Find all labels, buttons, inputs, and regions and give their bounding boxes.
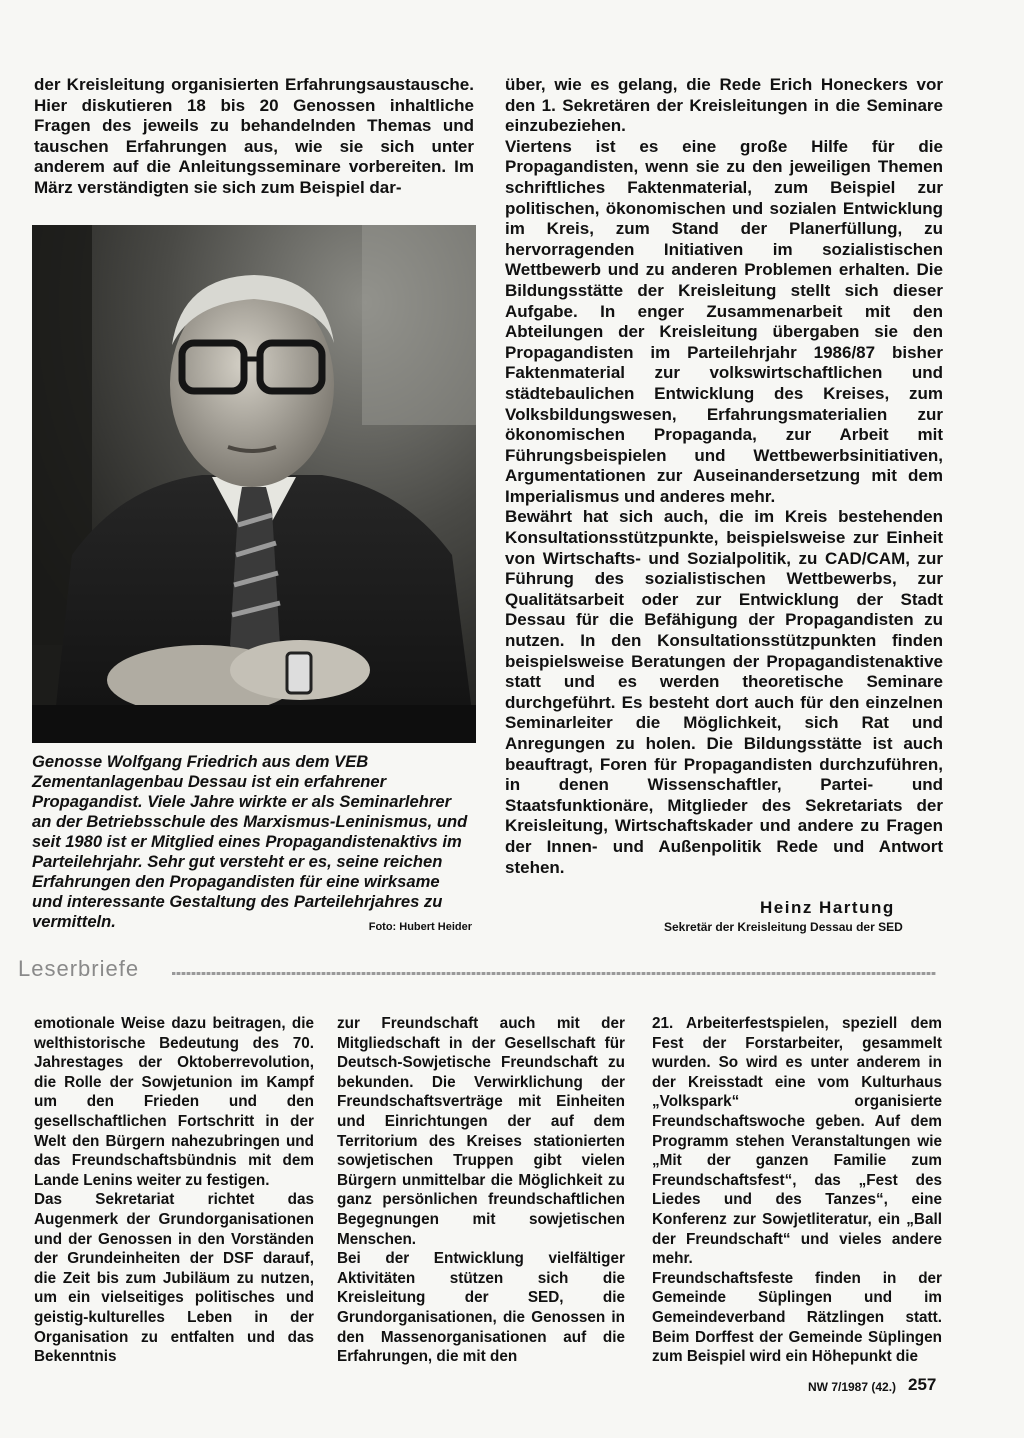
paragraph: Freundschaftsfeste finden in der Gemeinde Süplingen und im Gemeindeverband Rätzlingen statt. Beim Dorffest der Gemeinde Süplingen zum Beispiel wird ein Höhepunkt die [652, 1269, 942, 1366]
portrait-photo [32, 225, 476, 743]
paragraph: 21. Arbeiterfestspielen, speziell dem Fest der Forstarbeiter, gesammelt wurden. So wird es unter anderem in der Kreisstadt eine vom Kulturhaus „Volkspark“ organisierte Freundschaftswoche geben. Auf dem Programm stehen Veranstaltungen wie „Mit der ganzen Familie zum Freundschaftsfest“, das „Fest des Liedes und des Tanzes“, eine Konferenz zur Sowjetliteratur, ein „Ball der Freundschaft“ und vieles andere mehr. [652, 1015, 942, 1268]
paragraph: Viertens ist es eine große Hilfe für die Propagandisten, wenn sie zu den jeweiligen Themen schriftliches Faktenmaterial, zum Beispiel zur politischen, ökonomischen und sozialen Entwicklung im Kreis, zum Stand der Planerfüllung, zu hervorragenden Initiativen im sozialistischen Wettbewerb und zu anderen Problemen erhalten. Die Bildungsstätte der Kreisleitung stellt sich dieser Aufgabe. In enger Zusammenarbeit mit den Abteilungen der Kreisleitung übergaben sie den Propagandisten im Parteilehrjahr 1986/87 bisher Faktenmaterial zur volkswirtschaftlichen und städtebaulichen Entwicklung des Kreises, zum Volksbildungswesen, Erfahrungsmaterialien zur ökonomischen Propaganda, zur Arbeit mit Führungsbeispielen und Wettbewerbsinitiativen, Argumentationen zur Auseinandersetzung mit dem Imperialismus und anderes mehr. [505, 136, 943, 506]
letters-column-2 [337, 1014, 625, 1367]
photo-caption [32, 752, 472, 937]
author-name: Heinz Hartung [760, 898, 895, 917]
paragraph: über, wie es gelang, die Rede Erich Honeckers vor den 1. Sekretären der Kreisleitungen in die Seminare einzubeziehen. [505, 75, 943, 136]
section-title: Leserbriefe [18, 956, 140, 981]
letters-column-3 [652, 1014, 942, 1367]
paragraph: emotionale Weise dazu beitragen, die welthistorische Bedeutung des 70. Jahrestages der Oktoberrevolution, die Rolle der Sowjetunion im Kampf um den Frieden und den gesellschaftlichen Fortschritt in der Welt den Bürgern nahezubringen und das Freundschaftsbündnis mit dem Lande Lenins weiter zu festigen. [34, 1015, 314, 1189]
paragraph: Bei der Entwicklung vielfältiger Aktivitäten stützen sich die Kreisleitung der SED, die Grundorganisationen, die Genossen in den Massenorganisationen auf die Erfahrungen, die mit den [337, 1250, 625, 1366]
section-divider [172, 972, 936, 975]
page-number: 257 [908, 1375, 937, 1394]
photo-credit: Foto: Hubert Heider [368, 921, 472, 933]
top-right-column [505, 75, 943, 878]
author-role: Sekretär der Kreisleitung Dessau der SED [664, 920, 903, 934]
paragraph: Bewährt hat sich auch, die im Kreis bestehenden Konsultationsstützpunkte, beispielsweise zur Einheit von Wirtschafts- und Sozialpolitik, zu CAD/CAM, zur Führung des sozialistischen Wettbewerbs, zur Qualitätsarbeit oder zur Entwicklung der Stadt Dessau für die Befähigung der Propagandisten zu nutzen. In den Konsultationsstützpunkten finden beispielsweise Beratungen der Propagandistenaktive statt und es werden theoretische Seminare durchgeführt. Es besteht dort auch für den einzelnen Seminarleiter die Möglichkeit, sich Rat und Anregungen zu holen. Die Bildungsstätte ist auch beauftragt, Foren für Propagandisten durchzuführen, in denen Wissenschaftler, Partei- und Staatsfunktionäre, Mitglieder des Sekretariats der Kreisleitung, Wirtschaftskader und andere zu Fragen der Innen- und Außenpolitik Rede und Antwort stehen. [505, 507, 943, 877]
paragraph: der Kreisleitung organisierten Erfahrungsaustausche. Hier diskutieren 18 bis 20 Genossen inhaltliche Fragen des jeweils zu behandelnden Themas und tauschen Erfahrungen aus, wie sie sich unter anderem auf die Anleitungsseminare vorbereiten. Im März verständigten sie sich zum Beispiel dar- [34, 75, 474, 197]
caption-text: Genosse Wolfgang Friedrich aus dem VEB Zementanlagenbau Dessau ist ein erfahrener Propagandist. Viele Jahre wirkte er als Seminarlehrer an der Betriebsschule des Marxismus-Leninismus, und seit 1980 ist er Mitglied eines Propagandistenaktivs im Parteilehrjahr. Sehr gut versteht er es, seine reichen Erfahrungen den Propagandisten für eine wirksame und interessante Gestaltung des Parteilehrjahres zu vermitteln. [32, 752, 468, 931]
letters-column-1 [34, 1014, 314, 1367]
top-left-column [34, 75, 474, 199]
portrait-illustration [32, 225, 476, 743]
paragraph: zur Freundschaft auch mit der Mitgliedschaft in der Gesellschaft für Deutsch-Sowjetische Freundschaft zu bekunden. Die Verwirklichung der Freundschaftsverträge mit Einheiten und Einrichtungen der auf dem Territorium des Kreises stationierten sowjetischen Truppen gibt vielen Bürgern unmittelbar die Möglichkeit zu ganz persönlichen freundschaftlichen Begegnungen mit sowjetischen Menschen. [337, 1015, 625, 1248]
paragraph: Das Sekretariat richtet das Augenmerk der Grundorganisationen und der Genossen in den Vorständen der Grundeinheiten der DSF darauf, die Zeit bis zum Jubiläum zu nutzen, um ein vielseitiges politisches und geistig-kulturelles Leben in der Organisation zu entfalten und das Bekenntnis [34, 1191, 314, 1366]
issue-label: NW 7/1987 (42.) [808, 1380, 897, 1394]
